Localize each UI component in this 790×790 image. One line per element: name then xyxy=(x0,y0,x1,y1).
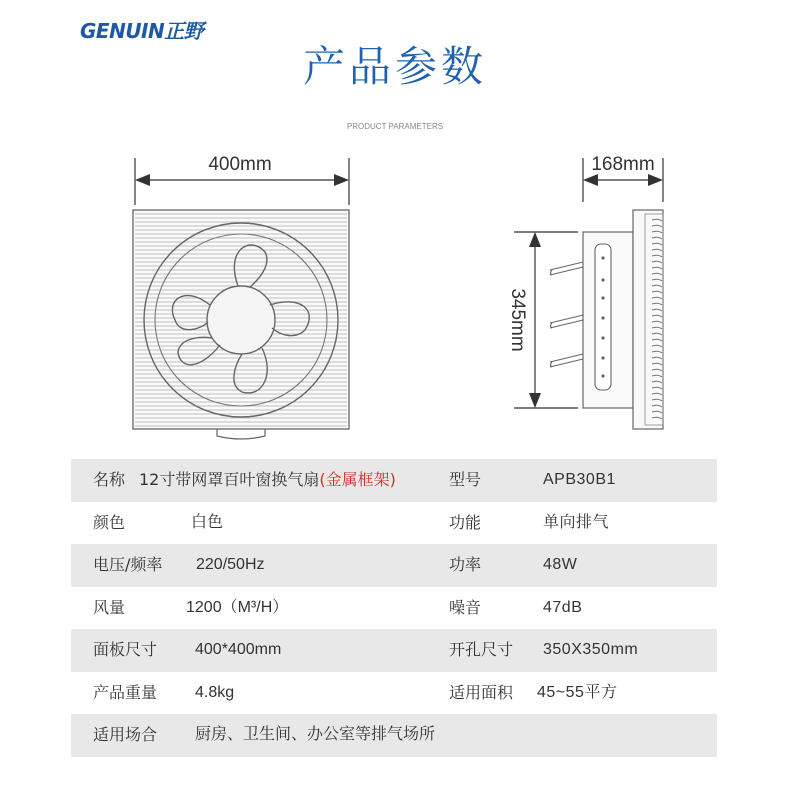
spec-value: 220/50Hz xyxy=(196,556,265,573)
spec-label: 颜色 xyxy=(93,512,126,532)
product-dimension-drawing xyxy=(0,140,790,460)
spec-label: 适用面积 xyxy=(449,682,514,702)
spec-label: 开孔尺寸 xyxy=(449,640,514,659)
spec-label: 功能 xyxy=(449,512,482,532)
spec-table xyxy=(71,459,717,757)
spec-value: 350X350mm xyxy=(543,641,639,658)
spec-value: 1200（M³/H） xyxy=(186,598,289,616)
front-width-label: 400mm xyxy=(208,154,272,175)
spec-row-airflow xyxy=(71,587,717,630)
spec-row-usage xyxy=(71,714,717,757)
spec-value: 400*400mm xyxy=(195,641,282,658)
spec-value-highlight: (金属框架) xyxy=(319,470,396,489)
spec-value: 厨房、卫生间、办公室等排气场所 xyxy=(195,726,436,743)
spec-value: 45~55平方 xyxy=(537,683,618,701)
spec-value: 4.8kg xyxy=(195,683,235,701)
spec-row-color xyxy=(71,502,717,545)
spec-value-text: 12寸带网罩百叶窗换气扇 xyxy=(139,470,320,489)
spec-label: 风量 xyxy=(93,597,126,617)
side-depth-label: 168mm xyxy=(591,154,655,175)
spec-value: 48W xyxy=(543,556,578,573)
spec-row-name xyxy=(71,459,717,502)
front-view xyxy=(133,158,349,439)
spec-label: 产品重量 xyxy=(93,682,158,702)
side-view xyxy=(514,158,663,429)
spec-value: APB30B1 xyxy=(543,471,616,488)
spec-value: 白色 xyxy=(191,513,224,531)
spec-row-voltage xyxy=(71,544,717,587)
spec-row-weight xyxy=(71,672,717,715)
page-title: 产品参数 xyxy=(302,42,487,91)
spec-value xyxy=(139,459,396,502)
logo-text: GENUIN正野 xyxy=(80,18,204,43)
spec-label: 名称 xyxy=(93,470,126,489)
spec-label: 噪音 xyxy=(449,597,482,617)
spec-value: 单向排气 xyxy=(543,513,610,531)
spec-label: 电压/频率 xyxy=(93,555,163,574)
spec-row-panel-size xyxy=(71,629,717,672)
spec-value: 47dB xyxy=(543,598,583,616)
page-subtitle: PRODUCT PARAMETERS xyxy=(346,122,444,131)
side-height-label: 345mm xyxy=(507,288,528,352)
spec-label: 适用场合 xyxy=(93,725,158,744)
spec-label: 面板尺寸 xyxy=(93,640,158,659)
spec-label: 型号 xyxy=(449,470,482,489)
spec-label: 功率 xyxy=(449,555,482,574)
